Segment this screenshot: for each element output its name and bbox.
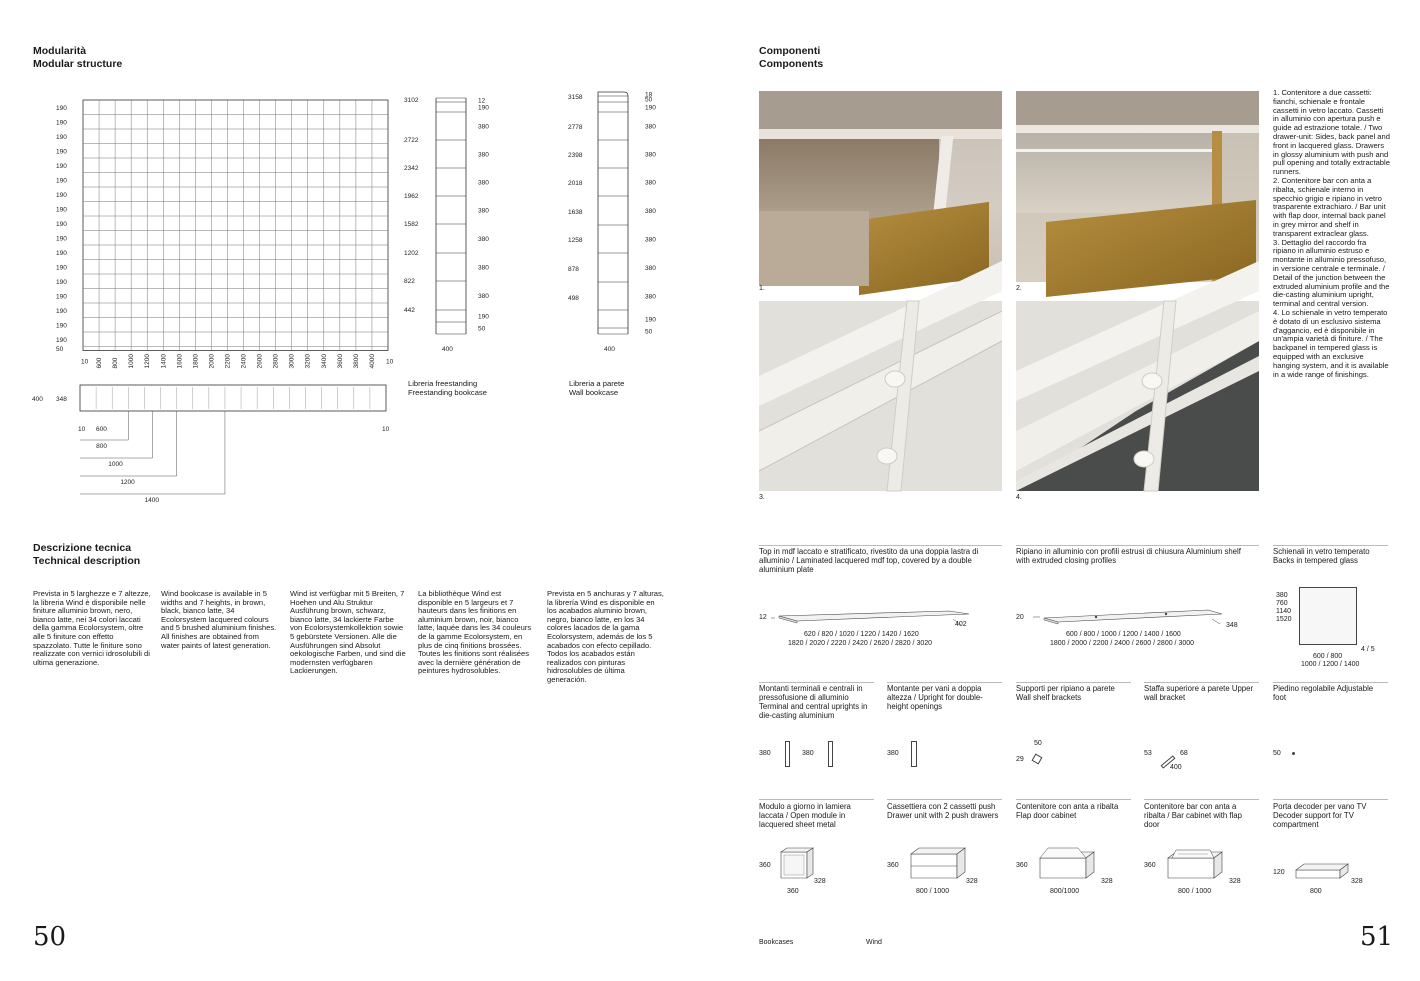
comp-title-top: Top in mdf laccato e stratificato, rivestito da una doppia lastra di alluminio / Laminated lacquered mdf top, covered by a double aluminium plate xyxy=(759,547,979,574)
gap-label: 380 xyxy=(478,236,489,243)
grid-col-label: 1200 xyxy=(144,354,152,369)
grid-row-label: 190 xyxy=(56,322,67,330)
divider xyxy=(1273,799,1388,800)
title-it: Descrizione tecnica xyxy=(33,542,132,554)
upright-central-icon xyxy=(828,741,833,767)
grid-row-label: 190 xyxy=(56,249,67,257)
drawer-unit-h: 360 xyxy=(887,862,899,869)
grid-row-label: 190 xyxy=(56,177,67,185)
footer-product: Wind xyxy=(866,939,882,946)
comp-title-flap-cabinet: Contenitore con anta a ribalta Flap door cabinet xyxy=(1016,802,1119,820)
double-upright-icon xyxy=(911,741,917,767)
comp-title-open-module: Modulo a giorno in lamiera laccata / Open module in lacquered sheet metal xyxy=(759,802,851,829)
title-en: Components xyxy=(759,58,824,70)
bracket-dim-2: 29 xyxy=(1016,756,1024,763)
grid-row-label: 190 xyxy=(56,293,67,301)
plan-label: 800 xyxy=(96,443,108,450)
gap-label: 380 xyxy=(478,293,489,300)
freestanding-caption xyxy=(408,380,487,398)
height: 760 xyxy=(1276,600,1288,607)
description-de: Wind ist verfügbar mit 5 Breiten, 7 Hoehen und Alu Struktur Ausführung brown, schwarz, bianco latte, 34 lackierte Farbe von Ecolorsystemkollektion sowie 5 gebürstete Versionen. Alle die Ausführungen sind Absolut oekologische Farben, und sind die modernsten verfügbaren Lackierungen. xyxy=(290,589,406,676)
shelf-dim-right: 348 xyxy=(1226,622,1238,629)
decoder-w: 800 xyxy=(1310,888,1322,895)
flap-cabinet-d: 328 xyxy=(1101,878,1113,885)
top-widths-2: 1820 / 2020 / 2220 / 2420 / 2620 / 2820 / 3020 xyxy=(788,640,933,647)
grid-frame xyxy=(83,100,388,351)
height: 1520 xyxy=(1276,616,1292,623)
footer-category: Bookcases xyxy=(759,939,794,946)
title-en: Modular structure xyxy=(33,58,123,70)
divider xyxy=(1273,545,1388,546)
upper-bracket-dim-1: 53 xyxy=(1144,750,1152,757)
flap-cabinet-h: 360 xyxy=(1016,862,1028,869)
flap-cabinet-w: 800/1000 xyxy=(1050,888,1080,895)
plan-label: 10 xyxy=(382,426,390,433)
gap-label: 380 xyxy=(478,207,489,215)
gap-label: 50 xyxy=(645,328,653,336)
grid-col-label: 3800 xyxy=(352,354,360,369)
height-label: 878 xyxy=(568,266,579,273)
grid-row-label: 190 xyxy=(56,133,67,141)
section-title-technical xyxy=(33,542,140,568)
height-label: 2398 xyxy=(568,152,583,159)
decoder-h: 120 xyxy=(1273,869,1285,876)
divider xyxy=(887,682,1002,683)
section-title-modularity xyxy=(33,45,122,71)
grid-col-label: 800 xyxy=(112,357,120,369)
divider xyxy=(1016,682,1131,683)
height-label: 498 xyxy=(568,295,579,302)
title-it: Modularità xyxy=(33,45,87,57)
divider xyxy=(1144,682,1259,683)
plan-label: 1400 xyxy=(144,497,159,504)
gap-label: 380 xyxy=(478,264,489,272)
drawer-unit-d: 328 xyxy=(966,878,978,885)
description-en: Wind bookcase is available in 5 widths and 7 heights, in brown, black, bianco latte, 34 Ecolorsystem lacquered colours and 5 brushed aluminium finishes. All finishes are obtained from water paints of latest generation. xyxy=(161,589,277,650)
grid-col-label: 2000 xyxy=(208,354,216,369)
shelf-widths-1: 600 / 800 / 1000 / 1200 / 1400 / 1600 xyxy=(1066,631,1181,638)
grid-col-label: 1600 xyxy=(176,354,184,369)
height: 1140 xyxy=(1276,608,1292,615)
note-1: 1. Contenitore a due cassetti: fianchi, schienale e frontale cassetti in vetro laccato. Cassetti in alluminio con apertura push e guide ad estrazione totale. / Two drawer-unit: Sides, back panel and front in lacquered glass. Drawers in glossy aluminium with push and pull opening and totally extractable runners. xyxy=(1273,88,1390,177)
comp-title-decoder: Porta decoder per vano TV Decoder support for TV compartment xyxy=(1273,802,1367,829)
backs-heights xyxy=(1276,592,1292,624)
upright-terminal-icon xyxy=(785,741,790,767)
description-it: Prevista in 5 larghezze e 7 altezze, la libreria Wind è disponibile nelle finiture alluminio brown, nero, bianco latte, nei 34 colori laccati della gamma Ecolorsystem, oltre alle 5 finiture con effetto spazzolato. Tutte le finiture sono realizzate con vernici idrosolubili di ultima generazione. xyxy=(33,589,151,667)
bar-cabinet-drawing xyxy=(1162,848,1232,888)
freestanding-elevation xyxy=(400,88,500,358)
gap-label: 190 xyxy=(478,313,489,321)
glass-back-drawing xyxy=(1299,587,1357,645)
grid-col-label: 2400 xyxy=(240,354,248,369)
grid-row-label: 190 xyxy=(56,119,67,127)
divider xyxy=(1273,682,1388,683)
grid-row-label: 190 xyxy=(56,191,67,199)
note-4: 4. Lo schienale in vetro temperato è dotato di un esclusivo sistema d'aggancio, ed è disponibile in un'ampia varietà di finiture. / The backpanel in tempered glass is equipped with an exclusive hanging system, and it is available in a wide range of finishings. xyxy=(1273,307,1389,379)
gap-label: 380 xyxy=(645,123,656,131)
divider xyxy=(1016,799,1131,800)
grid-row-label: 190 xyxy=(56,235,67,243)
wall-bracket-icon xyxy=(1032,754,1043,765)
gap-label: 380 xyxy=(645,265,656,272)
comp-title-bar-cabinet: Contenitore bar con anta a ribalta / Bar cabinet with flap door xyxy=(1144,802,1242,829)
plan-label: 1000 xyxy=(108,461,123,468)
grid-row-label: 190 xyxy=(56,278,67,286)
photo-bar-unit xyxy=(1016,91,1259,282)
height-label: 3102 xyxy=(404,97,419,104)
gap-label: 380 xyxy=(645,293,656,301)
gap-label: 190 xyxy=(645,104,656,112)
divider xyxy=(759,545,1002,546)
plan-depth-outer: 400 xyxy=(32,396,43,403)
gap-label: 380 xyxy=(645,236,656,244)
decoder-support-drawing xyxy=(1290,858,1360,888)
height-label: 1962 xyxy=(404,193,419,200)
comp-title-shelf: Ripiano in alluminio con profili estrusi di chiusura Aluminium shelf with extruded closing profiles xyxy=(1016,547,1241,565)
modular-grid-diagram xyxy=(28,92,398,369)
plan-label: 1200 xyxy=(120,479,135,486)
grid-col-label: 10 xyxy=(386,358,394,366)
shelf-dim-left: 20 xyxy=(1016,614,1024,621)
grid-col-label: 1800 xyxy=(192,354,200,369)
bar-cabinet-h: 360 xyxy=(1144,862,1156,869)
width-label: 400 xyxy=(442,346,453,353)
grid-row-label: 190 xyxy=(56,220,67,228)
grid-row-label: 190 xyxy=(56,307,67,315)
upright-dim-2: 380 xyxy=(802,750,814,757)
comp-title-wall-brackets: Supporti per ripiano a parete Wall shelf brackets xyxy=(1016,684,1115,702)
grid-row-label: 190 xyxy=(56,104,67,112)
gap-label: 18 xyxy=(645,91,653,99)
open-module-h: 360 xyxy=(759,862,771,869)
height-label: 2342 xyxy=(404,165,419,172)
open-module-w: 360 xyxy=(787,888,799,895)
title-it: Componenti xyxy=(759,45,821,57)
grid-col-label: 1000 xyxy=(128,354,136,369)
height-label: 2778 xyxy=(568,124,583,131)
grid-col-label: 10 xyxy=(81,358,89,366)
bracket-dim-1: 50 xyxy=(1034,740,1042,747)
grid-col-label: 2600 xyxy=(256,354,264,369)
double-upright-dim: 380 xyxy=(887,750,899,757)
plan-outline xyxy=(80,385,386,411)
height-label: 1582 xyxy=(404,221,419,228)
divider xyxy=(759,799,874,800)
gap-label: 12 xyxy=(478,97,486,105)
divider xyxy=(1144,799,1259,800)
height-label: 1258 xyxy=(568,237,583,244)
top-dim-right: 402 xyxy=(955,621,967,628)
grid-col-label: 4000 xyxy=(368,354,376,369)
plan-label: 10 xyxy=(78,426,86,433)
photo-caption-3: 3. xyxy=(759,494,765,501)
comp-title-uprights: Montanti terminali e centrali in pressofusione di alluminio Terminal and central uprights in die-casting aluminium xyxy=(759,684,868,720)
grid-col-label: 2800 xyxy=(272,354,280,369)
gap-label: 50 xyxy=(645,96,653,104)
gap-label: 190 xyxy=(645,316,656,324)
height: 380 xyxy=(1276,592,1288,599)
plan-depth-inner: 348 xyxy=(56,396,67,403)
top-widths-1: 620 / 820 / 1020 / 1220 / 1420 / 1620 xyxy=(804,631,919,638)
section-title-components xyxy=(759,45,823,71)
divider xyxy=(1016,545,1259,546)
bar-cabinet-d: 328 xyxy=(1229,878,1241,885)
caption-en: Wall bookcase xyxy=(569,387,619,397)
gap-label: 50 xyxy=(478,325,486,333)
grid-row-label: 190 xyxy=(56,162,67,170)
gap-label: 380 xyxy=(645,151,656,159)
height-label: 2722 xyxy=(404,137,419,144)
title-en: Technical description xyxy=(33,555,141,567)
photo-caption-1: 1. xyxy=(759,285,765,292)
grid-row-label: 190 xyxy=(56,336,67,344)
backs-thickness: 4 / 5 xyxy=(1361,646,1375,653)
height-label: 1638 xyxy=(568,209,583,216)
foot-dim: 50 xyxy=(1273,750,1281,757)
height-label: 2018 xyxy=(568,180,583,187)
photo-junction-detail xyxy=(759,301,1002,491)
grid-row-label: 50 xyxy=(56,346,64,353)
grid-col-label: 3600 xyxy=(336,354,344,369)
gap-label: 380 xyxy=(478,179,489,187)
comp-title-drawer-unit: Cassettiera con 2 cassetti push Drawer unit with 2 push drawers xyxy=(887,802,999,820)
photo-caption-4: 4. xyxy=(1016,494,1022,501)
caption-it: Libreria freestanding xyxy=(408,379,478,388)
height-label: 1202 xyxy=(404,250,419,257)
divider xyxy=(887,799,1002,800)
upright-dim-1: 380 xyxy=(759,750,771,757)
comp-title-foot: Piedino regolabile Adjustable foot xyxy=(1273,684,1374,702)
page-number-left: 50 xyxy=(33,922,67,952)
photo-drawer-unit xyxy=(759,91,1002,282)
wall-elevation xyxy=(560,84,670,358)
grid-row-label: 190 xyxy=(56,264,67,272)
height-label: 442 xyxy=(404,307,415,314)
component-notes xyxy=(1273,89,1391,379)
grid-row-label: 190 xyxy=(56,148,67,156)
flap-cabinet-drawing xyxy=(1034,848,1104,888)
comp-title-double-upright: Montante per vani a doppia altezza / Upright for double-height openings xyxy=(887,684,983,711)
gap-label: 380 xyxy=(645,179,656,187)
caption-it: Libreria a parete xyxy=(569,379,625,388)
backs-widths-1: 600 / 800 xyxy=(1313,653,1343,660)
backs-widths-2: 1000 / 1200 / 1400 xyxy=(1301,661,1360,668)
grid-col-label: 3000 xyxy=(288,354,296,369)
plan-label: 600 xyxy=(96,426,107,433)
gap-label: 380 xyxy=(478,151,489,159)
grid-col-label: 2200 xyxy=(224,354,232,369)
wall-frame xyxy=(598,92,628,334)
description-es: Prevista en 5 anchuras y 7 alturas, la librería Wind es disponible en los acabados aluminio brown, negro, bianco latte, en los 34 colores lacados de la gama Ecolorsystem, además de los 5 acabados con efecto cepillado. Todos los acabados están realizados con pinturas hidrosolubles de última generación. xyxy=(547,589,664,684)
gap-label: 380 xyxy=(478,123,489,131)
drawer-unit-drawing xyxy=(905,848,975,888)
upper-bracket-dim-3: 400 xyxy=(1170,764,1182,771)
photo-caption-2: 2. xyxy=(1016,285,1022,292)
photo-glass-backpanel xyxy=(1016,301,1259,491)
drawer-unit-w: 800 / 1000 xyxy=(916,888,950,895)
grid-col-label: 3200 xyxy=(304,354,312,369)
grid-col-label: 3400 xyxy=(320,354,328,369)
note-3: 3. Dettaglio del raccordo fra ripiano in alluminio estruso e montante in alluminio pressofuso, in versione centrale e terminale. / Detail of the junction between the extruded aluminium profile and the die-casting aluminium upright, terminal and central version. xyxy=(1273,237,1390,309)
bar-cabinet-w: 800 / 1000 xyxy=(1178,888,1212,895)
gap-label: 380 xyxy=(645,208,656,215)
wall-caption xyxy=(569,380,624,398)
comp-title-upper-bracket: Staffa superiore a parete Upper wall bracket xyxy=(1144,684,1254,702)
height-label: 3158 xyxy=(568,94,583,101)
plan-view-diagram xyxy=(28,380,398,510)
grid-col-label: 1400 xyxy=(160,354,168,369)
top-dim-left: 12 xyxy=(759,614,767,621)
page-number-right: 51 xyxy=(1360,922,1394,952)
height-label: 822 xyxy=(404,278,415,285)
grid-row-label: 190 xyxy=(56,206,67,214)
note-2: 2. Contenitore bar con anta a ribalta, schienale interno in specchio grigio e ripiano in vetro trasparente extrachiaro. / Bar unit with flap door, internal back panel in grey mirror and shelf in transparent extraclear glass. xyxy=(1273,175,1386,238)
comp-title-backs: Schienali in vetro temperato Backs in tempered glass xyxy=(1273,547,1370,565)
grid-col-label: 600 xyxy=(96,357,104,369)
shelf-widths-2: 1800 / 2000 / 2200 / 2400 / 2600 / 2800 / 3000 xyxy=(1050,640,1195,647)
width-label: 400 xyxy=(604,346,615,353)
divider xyxy=(759,682,874,683)
caption-en: Freestanding bookcase xyxy=(408,387,487,397)
decoder-d: 328 xyxy=(1351,878,1363,885)
description-fr: La bibliothèque Wind est disponible en 5 largeurs et 7 hauteurs dans les finitions en aluminium brown, noir, bianco latte, laquée dans les 34 couleurs de la gamme Ecolorsystem, en plus de cinq finitions brossées. Toutes les finitions sont réalisées avec la dernière génération de peintures hydrosolubles. xyxy=(418,589,532,676)
gap-label: 190 xyxy=(478,104,489,112)
adjustable-foot-icon xyxy=(1292,752,1295,755)
upper-bracket-dim-2: 68 xyxy=(1180,750,1188,757)
open-module-d: 328 xyxy=(814,878,826,885)
